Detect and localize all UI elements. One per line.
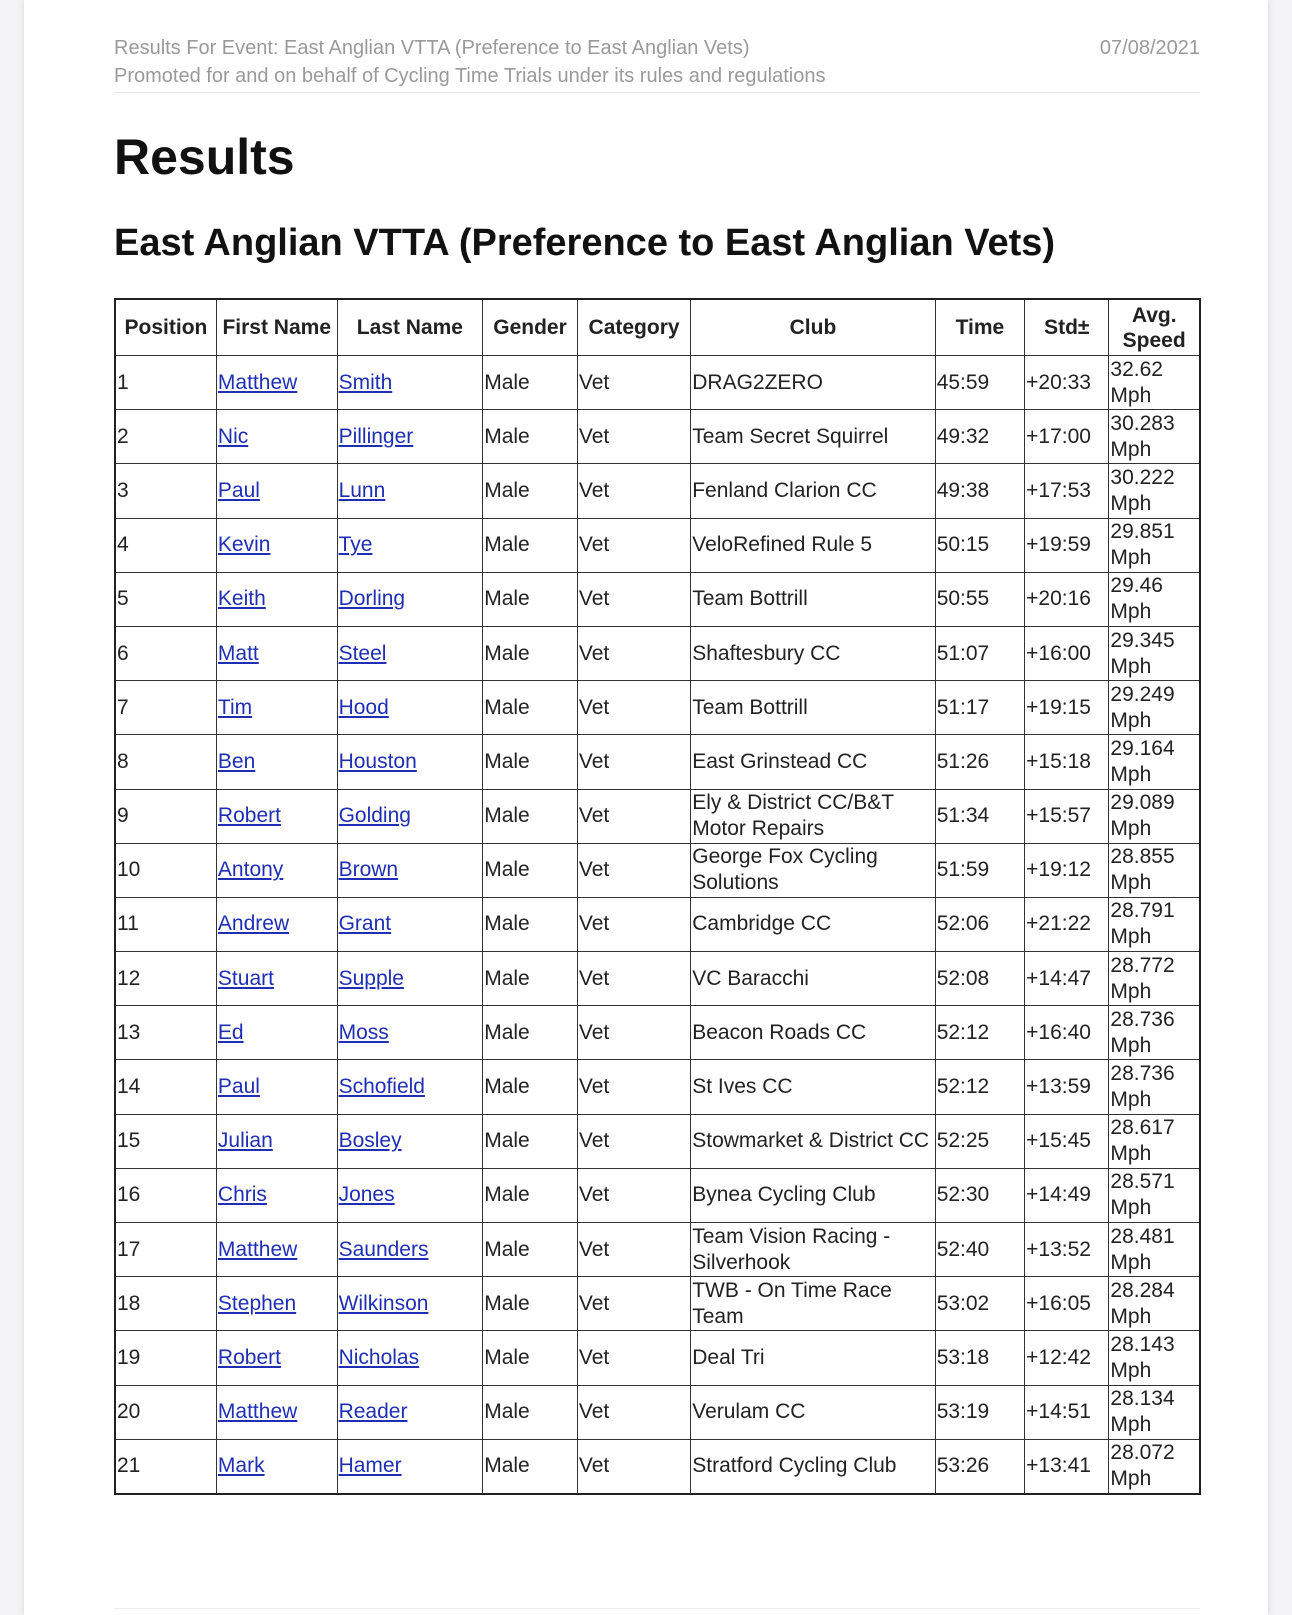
cell-gender: Male xyxy=(483,681,578,735)
first-name-link[interactable]: Keith xyxy=(217,587,266,611)
results-body xyxy=(115,356,1200,1494)
promoted-line: Promoted for and on behalf of Cycling Time Trials under its rules and regulations xyxy=(114,65,826,87)
cell-category: Vet xyxy=(577,1331,690,1385)
cell-position: 5 xyxy=(115,572,216,626)
cell-avg-speed: 28.736 Mph xyxy=(1109,1060,1200,1114)
table-row xyxy=(115,572,1200,626)
table-row xyxy=(115,1223,1200,1277)
first-name-link[interactable]: Stuart xyxy=(217,966,274,990)
last-name-link[interactable]: Nicholas xyxy=(338,1345,420,1369)
last-name-link[interactable]: Dorling xyxy=(338,587,406,611)
first-name-link[interactable]: Matthew xyxy=(217,370,298,394)
first-name-link[interactable]: Robert xyxy=(217,804,281,828)
cell-club: Team Bottrill xyxy=(691,572,935,626)
cell-category: Vet xyxy=(577,572,690,626)
cell-club: VeloRefined Rule 5 xyxy=(691,518,935,572)
table-row xyxy=(115,518,1200,572)
cell-category: Vet xyxy=(577,789,690,843)
cell-avg-speed: 29.851 Mph xyxy=(1109,518,1200,572)
cell-avg-speed: 28.481 Mph xyxy=(1109,1223,1200,1277)
cell-time: 45:59 xyxy=(935,356,1024,410)
cell-first-name xyxy=(216,843,337,897)
cell-std: +17:00 xyxy=(1025,410,1109,464)
cell-category: Vet xyxy=(577,626,690,680)
page-header xyxy=(114,34,1200,93)
first-name-link[interactable]: Kevin xyxy=(217,533,271,557)
cell-gender: Male xyxy=(483,464,578,518)
cell-first-name xyxy=(216,735,337,789)
cell-avg-speed: 28.736 Mph xyxy=(1109,1006,1200,1060)
cell-avg-speed: 28.772 Mph xyxy=(1109,952,1200,1006)
cell-time: 52:12 xyxy=(935,1006,1024,1060)
last-name-link[interactable]: Pillinger xyxy=(338,424,414,448)
cell-position: 18 xyxy=(115,1277,216,1331)
cell-std: +13:59 xyxy=(1025,1060,1109,1114)
cell-club: Shaftesbury CC xyxy=(691,626,935,680)
table-row xyxy=(115,410,1200,464)
cell-gender: Male xyxy=(483,952,578,1006)
cell-time: 51:26 xyxy=(935,735,1024,789)
cell-category: Vet xyxy=(577,1006,690,1060)
cell-position: 21 xyxy=(115,1439,216,1494)
first-name-link[interactable]: Ben xyxy=(217,749,256,773)
cell-first-name xyxy=(216,410,337,464)
cell-last-name xyxy=(337,1331,483,1385)
cell-last-name xyxy=(337,464,483,518)
cell-position: 1 xyxy=(115,356,216,410)
cell-std: +12:42 xyxy=(1025,1331,1109,1385)
cell-category: Vet xyxy=(577,1277,690,1331)
table-row xyxy=(115,952,1200,1006)
cell-position: 2 xyxy=(115,410,216,464)
cell-category: Vet xyxy=(577,681,690,735)
first-name-link[interactable]: Stephen xyxy=(217,1291,297,1315)
table-row xyxy=(115,1006,1200,1060)
cell-std: +20:33 xyxy=(1025,356,1109,410)
cell-category: Vet xyxy=(577,1439,690,1494)
cell-club: Stowmarket & District CC xyxy=(691,1114,935,1168)
cell-category: Vet xyxy=(577,356,690,410)
cell-club: DRAG2ZERO xyxy=(691,356,935,410)
cell-first-name xyxy=(216,897,337,951)
cell-category: Vet xyxy=(577,1385,690,1439)
first-name-link[interactable]: Tim xyxy=(217,695,253,719)
cell-position: 4 xyxy=(115,518,216,572)
cell-first-name xyxy=(216,789,337,843)
first-name-link[interactable]: Paul xyxy=(217,1075,260,1099)
first-name-link[interactable]: Matthew xyxy=(217,1400,298,1424)
cell-category: Vet xyxy=(577,410,690,464)
cell-first-name xyxy=(216,1006,337,1060)
cell-std: +21:22 xyxy=(1025,897,1109,951)
cell-std: +16:40 xyxy=(1025,1006,1109,1060)
cell-avg-speed: 30.222 Mph xyxy=(1109,464,1200,518)
cell-avg-speed: 28.284 Mph xyxy=(1109,1277,1200,1331)
last-name-link[interactable]: Brown xyxy=(338,858,399,882)
cell-avg-speed: 28.855 Mph xyxy=(1109,843,1200,897)
cell-time: 51:59 xyxy=(935,843,1024,897)
cell-first-name xyxy=(216,518,337,572)
cell-time: 52:12 xyxy=(935,1060,1024,1114)
cell-first-name xyxy=(216,1060,337,1114)
column-header-std: Std± xyxy=(1025,299,1109,356)
cell-last-name xyxy=(337,1277,483,1331)
table-row xyxy=(115,1114,1200,1168)
cell-position: 3 xyxy=(115,464,216,518)
cell-time: 52:06 xyxy=(935,897,1024,951)
cell-category: Vet xyxy=(577,735,690,789)
cell-first-name xyxy=(216,1223,337,1277)
cell-std: +14:49 xyxy=(1025,1168,1109,1222)
cell-time: 53:02 xyxy=(935,1277,1024,1331)
cell-last-name xyxy=(337,356,483,410)
first-name-link[interactable]: Ed xyxy=(217,1020,244,1044)
cell-first-name xyxy=(216,681,337,735)
cell-std: +14:51 xyxy=(1025,1385,1109,1439)
table-row xyxy=(115,735,1200,789)
first-name-link[interactable]: Nic xyxy=(217,424,249,448)
cell-first-name xyxy=(216,1114,337,1168)
cell-gender: Male xyxy=(483,1168,578,1222)
cell-last-name xyxy=(337,1223,483,1277)
cell-time: 52:30 xyxy=(935,1168,1024,1222)
cell-time: 52:25 xyxy=(935,1114,1024,1168)
cell-time: 50:55 xyxy=(935,572,1024,626)
cell-std: +13:41 xyxy=(1025,1439,1109,1494)
cell-first-name xyxy=(216,1331,337,1385)
cell-category: Vet xyxy=(577,1168,690,1222)
cell-gender: Male xyxy=(483,1060,578,1114)
cell-std: +16:05 xyxy=(1025,1277,1109,1331)
cell-first-name xyxy=(216,1168,337,1222)
cell-avg-speed: 30.283 Mph xyxy=(1109,410,1200,464)
cell-last-name xyxy=(337,1006,483,1060)
cell-last-name xyxy=(337,1060,483,1114)
cell-first-name xyxy=(216,1277,337,1331)
table-row xyxy=(115,1385,1200,1439)
cell-club: Bynea Cycling Club xyxy=(691,1168,935,1222)
cell-category: Vet xyxy=(577,464,690,518)
last-name-link[interactable]: Lunn xyxy=(338,478,386,502)
cell-gender: Male xyxy=(483,1277,578,1331)
last-name-link[interactable]: Supple xyxy=(338,966,404,990)
first-name-link[interactable]: Chris xyxy=(217,1183,267,1207)
cell-position: 8 xyxy=(115,735,216,789)
table-row xyxy=(115,681,1200,735)
cell-category: Vet xyxy=(577,897,690,951)
table-row xyxy=(115,626,1200,680)
cell-gender: Male xyxy=(483,356,578,410)
cell-avg-speed: 28.571 Mph xyxy=(1109,1168,1200,1222)
cell-last-name xyxy=(337,518,483,572)
cell-club: Deal Tri xyxy=(691,1331,935,1385)
cell-club: George Fox Cycling Solutions xyxy=(691,843,935,897)
cell-club: East Grinstead CC xyxy=(691,735,935,789)
first-name-link[interactable]: Robert xyxy=(217,1345,281,1369)
cell-position: 12 xyxy=(115,952,216,1006)
column-header-club: Club xyxy=(691,299,935,356)
table-row xyxy=(115,1277,1200,1331)
first-name-link[interactable]: Matt xyxy=(217,641,259,665)
cell-gender: Male xyxy=(483,1114,578,1168)
cell-category: Vet xyxy=(577,843,690,897)
cell-position: 16 xyxy=(115,1168,216,1222)
column-header-avg-speed: Avg. Speed xyxy=(1109,299,1200,356)
cell-avg-speed: 28.072 Mph xyxy=(1109,1439,1200,1494)
cell-std: +13:52 xyxy=(1025,1223,1109,1277)
cell-std: +17:53 xyxy=(1025,464,1109,518)
cell-gender: Male xyxy=(483,518,578,572)
cell-std: +19:59 xyxy=(1025,518,1109,572)
cell-club: VC Baracchi xyxy=(691,952,935,1006)
first-name-link[interactable]: Andrew xyxy=(217,912,290,936)
cell-position: 15 xyxy=(115,1114,216,1168)
cell-time: 52:08 xyxy=(935,952,1024,1006)
cell-gender: Male xyxy=(483,626,578,680)
cell-time: 53:19 xyxy=(935,1385,1024,1439)
cell-last-name xyxy=(337,843,483,897)
table-row xyxy=(115,897,1200,951)
table-header-row xyxy=(115,299,1200,356)
event-title: East Anglian VTTA (Preference to East Anglian Vets) xyxy=(114,222,1056,264)
cell-club: St Ives CC xyxy=(691,1060,935,1114)
results-table xyxy=(114,298,1201,1495)
table-row xyxy=(115,843,1200,897)
cell-gender: Male xyxy=(483,1331,578,1385)
column-header-time: Time xyxy=(935,299,1024,356)
cell-position: 20 xyxy=(115,1385,216,1439)
column-header-category: Category xyxy=(577,299,690,356)
cell-time: 50:15 xyxy=(935,518,1024,572)
last-name-link[interactable]: Schofield xyxy=(338,1075,425,1099)
cell-first-name xyxy=(216,1439,337,1494)
cell-gender: Male xyxy=(483,410,578,464)
cell-position: 17 xyxy=(115,1223,216,1277)
cell-club: Verulam CC xyxy=(691,1385,935,1439)
last-name-link[interactable]: Golding xyxy=(338,804,411,828)
cell-first-name xyxy=(216,356,337,410)
cell-time: 52:40 xyxy=(935,1223,1024,1277)
table-row xyxy=(115,1439,1200,1494)
cell-time: 49:38 xyxy=(935,464,1024,518)
cell-position: 6 xyxy=(115,626,216,680)
table-row xyxy=(115,464,1200,518)
last-name-link[interactable]: Houston xyxy=(338,749,417,773)
last-name-link[interactable]: Smith xyxy=(338,370,393,394)
cell-std: +15:18 xyxy=(1025,735,1109,789)
cell-last-name xyxy=(337,1168,483,1222)
cell-avg-speed: 29.089 Mph xyxy=(1109,789,1200,843)
cell-club: Ely & District CC/B&T Motor Repairs xyxy=(691,789,935,843)
cell-position: 19 xyxy=(115,1331,216,1385)
last-name-link[interactable]: Grant xyxy=(338,912,392,936)
cell-club: Cambridge CC xyxy=(691,897,935,951)
last-name-link[interactable]: Jones xyxy=(338,1183,395,1207)
last-name-link[interactable]: Steel xyxy=(338,641,387,665)
cell-gender: Male xyxy=(483,897,578,951)
cell-position: 11 xyxy=(115,897,216,951)
table-row xyxy=(115,1168,1200,1222)
table-row xyxy=(115,789,1200,843)
last-name-link[interactable]: Wilkinson xyxy=(338,1291,429,1315)
table-row xyxy=(115,356,1200,410)
last-name-link[interactable]: Hamer xyxy=(338,1454,402,1478)
cell-avg-speed: 28.617 Mph xyxy=(1109,1114,1200,1168)
document-page xyxy=(24,0,1268,1615)
cell-position: 9 xyxy=(115,789,216,843)
page-divider xyxy=(114,1608,1200,1609)
column-header-last-name: Last Name xyxy=(337,299,483,356)
cell-last-name xyxy=(337,572,483,626)
cell-position: 7 xyxy=(115,681,216,735)
cell-avg-speed: 29.46 Mph xyxy=(1109,572,1200,626)
cell-category: Vet xyxy=(577,518,690,572)
cell-std: +16:00 xyxy=(1025,626,1109,680)
cell-last-name xyxy=(337,1385,483,1439)
cell-last-name xyxy=(337,952,483,1006)
cell-club: Stratford Cycling Club xyxy=(691,1439,935,1494)
cell-category: Vet xyxy=(577,1060,690,1114)
cell-club: Team Vision Racing - Silverhook xyxy=(691,1223,935,1277)
cell-last-name xyxy=(337,410,483,464)
last-name-link[interactable]: Saunders xyxy=(338,1237,429,1261)
cell-avg-speed: 28.791 Mph xyxy=(1109,897,1200,951)
cell-category: Vet xyxy=(577,952,690,1006)
cell-time: 51:34 xyxy=(935,789,1024,843)
cell-avg-speed: 28.143 Mph xyxy=(1109,1331,1200,1385)
table-row xyxy=(115,1331,1200,1385)
cell-last-name xyxy=(337,681,483,735)
first-name-link[interactable]: Mark xyxy=(217,1454,265,1478)
cell-std: +15:45 xyxy=(1025,1114,1109,1168)
first-name-link[interactable]: Julian xyxy=(217,1129,273,1153)
last-name-link[interactable]: Hood xyxy=(338,695,389,719)
first-name-link[interactable]: Paul xyxy=(217,478,260,502)
cell-club: TWB - On Time Race Team xyxy=(691,1277,935,1331)
cell-std: +19:12 xyxy=(1025,843,1109,897)
cell-gender: Male xyxy=(483,735,578,789)
table-row xyxy=(115,1060,1200,1114)
cell-avg-speed: 29.249 Mph xyxy=(1109,681,1200,735)
cell-avg-speed: 29.345 Mph xyxy=(1109,626,1200,680)
cell-category: Vet xyxy=(577,1223,690,1277)
cell-gender: Male xyxy=(483,1439,578,1494)
cell-avg-speed: 28.134 Mph xyxy=(1109,1385,1200,1439)
last-name-link[interactable]: Reader xyxy=(338,1400,408,1424)
last-name-link[interactable]: Tye xyxy=(338,533,373,557)
first-name-link[interactable]: Antony xyxy=(217,858,284,882)
cell-time: 53:18 xyxy=(935,1331,1024,1385)
column-header-gender: Gender xyxy=(483,299,578,356)
cell-gender: Male xyxy=(483,572,578,626)
cell-time: 49:32 xyxy=(935,410,1024,464)
cell-last-name xyxy=(337,1114,483,1168)
column-header-position: Position xyxy=(115,299,216,356)
cell-avg-speed: 32.62 Mph xyxy=(1109,356,1200,410)
cell-time: 51:17 xyxy=(935,681,1024,735)
cell-gender: Male xyxy=(483,1223,578,1277)
cell-gender: Male xyxy=(483,843,578,897)
cell-club: Team Bottrill xyxy=(691,681,935,735)
column-header-first-name: First Name xyxy=(216,299,337,356)
cell-gender: Male xyxy=(483,1385,578,1439)
cell-club: Team Secret Squirrel xyxy=(691,410,935,464)
last-name-link[interactable]: Bosley xyxy=(338,1129,402,1153)
cell-first-name xyxy=(216,464,337,518)
cell-std: +19:15 xyxy=(1025,681,1109,735)
cell-last-name xyxy=(337,735,483,789)
cell-std: +15:57 xyxy=(1025,789,1109,843)
cell-last-name xyxy=(337,897,483,951)
first-name-link[interactable]: Matthew xyxy=(217,1237,298,1261)
cell-category: Vet xyxy=(577,1114,690,1168)
cell-time: 51:07 xyxy=(935,626,1024,680)
cell-gender: Male xyxy=(483,789,578,843)
cell-first-name xyxy=(216,626,337,680)
cell-std: +20:16 xyxy=(1025,572,1109,626)
last-name-link[interactable]: Moss xyxy=(338,1020,389,1044)
cell-last-name xyxy=(337,626,483,680)
cell-first-name xyxy=(216,952,337,1006)
cell-last-name xyxy=(337,1439,483,1494)
cell-club: Beacon Roads CC xyxy=(691,1006,935,1060)
cell-position: 13 xyxy=(115,1006,216,1060)
cell-gender: Male xyxy=(483,1006,578,1060)
cell-last-name xyxy=(337,789,483,843)
event-line: Results For Event: East Anglian VTTA (Preference to East Anglian Vets) xyxy=(114,37,750,59)
page-title: Results xyxy=(114,129,295,185)
cell-first-name xyxy=(216,572,337,626)
cell-std: +14:47 xyxy=(1025,952,1109,1006)
event-date: 07/08/2021 xyxy=(1099,37,1200,59)
cell-avg-speed: 29.164 Mph xyxy=(1109,735,1200,789)
cell-position: 14 xyxy=(115,1060,216,1114)
cell-position: 10 xyxy=(115,843,216,897)
cell-club: Fenland Clarion CC xyxy=(691,464,935,518)
cell-time: 53:26 xyxy=(935,1439,1024,1494)
cell-first-name xyxy=(216,1385,337,1439)
